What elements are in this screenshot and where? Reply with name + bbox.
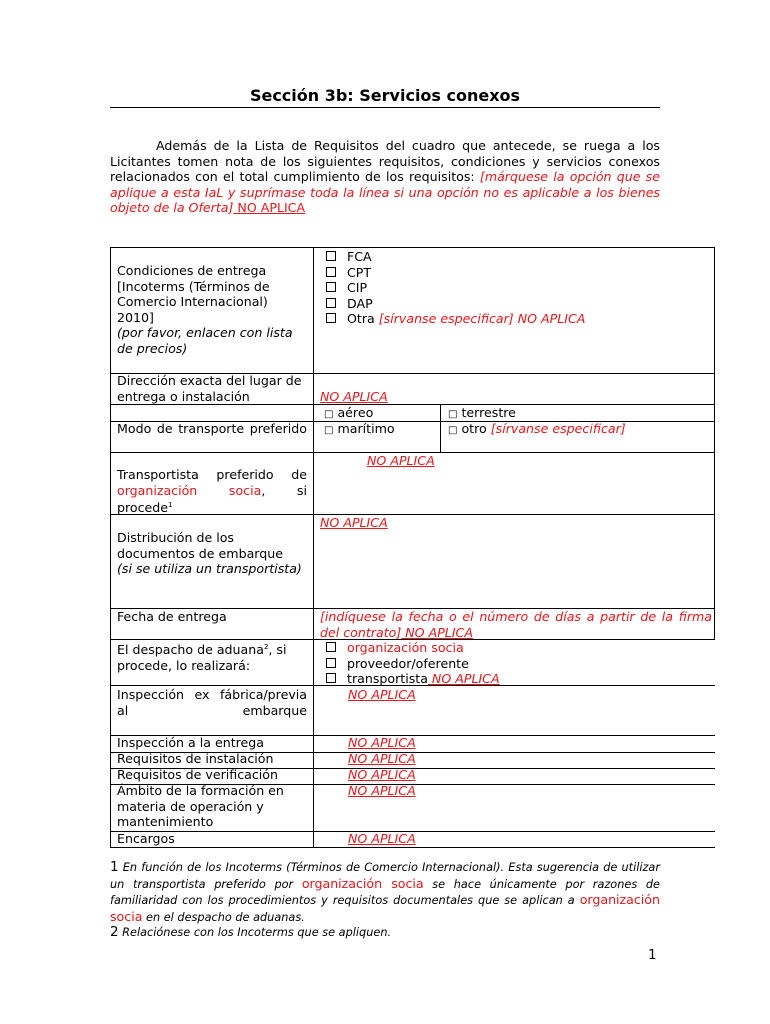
- checkbox-icon[interactable]: [326, 298, 336, 308]
- despacho-opt-proveedor[interactable]: [326, 656, 711, 672]
- footnote-ref-2: 2: [263, 643, 269, 651]
- incoterm-cpt-label: CPT: [347, 264, 372, 280]
- despacho-opt-transportista[interactable]: [326, 671, 711, 687]
- fecha-instruction: [indíquese la fecha o el número de días a partir de la firma del contrato]: [320, 609, 712, 640]
- insp-fabrica-label: Inspección ex fábrica/previa al embarque: [117, 687, 307, 718]
- modo-aereo-label: aéreo: [337, 405, 374, 420]
- distribucion-label: [117, 530, 309, 577]
- fecha-label: Fecha de entrega: [117, 609, 227, 624]
- intro-no-aplica: NO APLICA: [233, 200, 306, 215]
- intro-instruction: [márquese la opción que se aplique a esta IaL y suprímase toda la línea si una opción no es aplicable a los bienes objeto de la Oferta]: [110, 169, 660, 215]
- modo-terrestre[interactable]: [448, 405, 516, 423]
- footnote-1: [110, 860, 660, 925]
- modo-otro-label: otro: [461, 421, 491, 436]
- checkbox-icon[interactable]: [326, 313, 336, 323]
- incoterm-cpt[interactable]: [326, 265, 711, 281]
- footnote-1-red-1: organización socia: [301, 875, 424, 891]
- modo-otro-note: [sírvanse especificar]: [490, 421, 626, 436]
- incoterm-dap-label: DAP: [347, 295, 373, 311]
- transportista-label-b: , si procede: [117, 482, 307, 516]
- modo-aereo[interactable]: [324, 405, 373, 423]
- checkbox-icon[interactable]: [326, 282, 336, 292]
- insp-entrega-label: Inspección a la entrega: [117, 735, 265, 750]
- footnote-1-text-a: En función de los Incoterms (Términos de Comercio Internacional). Esta sugerencia de utilizar un transportista preferido por: [110, 861, 660, 891]
- distribucion-label-text: Distribución de los documentos de embarque: [117, 530, 283, 561]
- box-glyph-icon: □: [448, 425, 458, 436]
- despacho-opt3-value: NO APLICA: [427, 671, 500, 686]
- req-verificacion-value: NO APLICA: [348, 767, 416, 782]
- footnote-1-red-2: organización socia: [110, 892, 660, 924]
- footnote-2-number: 2: [110, 924, 119, 940]
- transportista-value: NO APLICA: [367, 453, 435, 468]
- box-glyph-icon: □: [448, 409, 458, 420]
- condiciones-label-text: Condiciones de entrega [Incoterms (Términos de Comercio Internacional) 2010]: [117, 263, 270, 325]
- encargos-value: NO APLICA: [348, 831, 416, 846]
- incoterm-otra-note: [sírvanse especificar] NO APLICA: [378, 311, 586, 326]
- direccion-label: Dirección exacta del lugar de entrega o instalación: [117, 373, 302, 404]
- despacho-opt2-label: proveedor/oferente: [347, 655, 469, 671]
- transportista-label: [117, 467, 307, 516]
- incoterms-options: [326, 249, 711, 327]
- checkbox-icon[interactable]: [326, 658, 336, 668]
- transportista-label-red: organización socia: [117, 482, 262, 498]
- checkbox-icon[interactable]: [326, 642, 336, 652]
- incoterm-cip[interactable]: [326, 280, 711, 296]
- req-verificacion-label: Requisitos de verificación: [117, 767, 278, 782]
- despacho-opt-organizacion[interactable]: [326, 640, 711, 656]
- insp-entrega-value: NO APLICA: [348, 735, 416, 750]
- condiciones-label: [117, 263, 307, 356]
- box-glyph-icon: □: [324, 409, 334, 420]
- incoterm-cip-label: CIP: [347, 280, 368, 295]
- modo-maritimo[interactable]: [324, 421, 395, 439]
- req-instalacion-label: Requisitos de instalación: [117, 751, 274, 766]
- formacion-value: NO APLICA: [348, 783, 416, 798]
- incoterm-dap[interactable]: [326, 296, 711, 312]
- encargos-label: Encargos: [117, 831, 175, 846]
- checkbox-icon[interactable]: [326, 251, 336, 261]
- insp-fabrica-value: NO APLICA: [348, 687, 416, 702]
- footnotes: [110, 860, 660, 941]
- requirements-table: [110, 247, 715, 847]
- modo-maritimo-label: marítimo: [337, 421, 395, 436]
- fecha-value: [320, 609, 712, 640]
- despacho-opt3-label: transportista: [347, 671, 428, 686]
- section-title: Sección 3b: Servicios conexos: [110, 86, 660, 108]
- page-number: 1: [648, 947, 657, 963]
- despacho-label-b: , si procede, lo realizará:: [117, 642, 287, 673]
- intro-text: Además de la Lista de Requisitos del cuadro que antecede, se ruega a los Licitantes tomen nota de los siguientes requisitos, condiciones y servicios conexos relacionados con el total cumplimiento de los requisitos:: [110, 138, 660, 184]
- intro-paragraph: [110, 138, 660, 216]
- incoterm-otra-label: Otra: [347, 311, 379, 326]
- footnote-ref-1: 1: [168, 501, 173, 509]
- checkbox-icon[interactable]: [326, 673, 336, 683]
- footnote-2: [110, 925, 660, 941]
- footnote-2-text: Relaciónese con los Incoterms que se apliquen.: [118, 926, 392, 939]
- modo-label: Modo de transporte preferido: [117, 421, 307, 436]
- incoterm-fca[interactable]: [326, 249, 711, 265]
- incoterm-fca-label: FCA: [347, 249, 372, 264]
- incoterm-otra[interactable]: [326, 311, 711, 327]
- distribucion-note: (si se utiliza un transportista): [117, 561, 302, 576]
- despacho-label: [117, 640, 309, 673]
- req-instalacion-value: NO APLICA: [348, 751, 416, 766]
- despacho-opt1-label: organización socia: [347, 640, 464, 655]
- despacho-label-a: El despacho de aduana: [117, 642, 264, 658]
- fecha-no-aplica: NO APLICA: [401, 624, 473, 640]
- checkbox-icon[interactable]: [326, 267, 336, 277]
- formacion-label: Ámbito de la formación en materia de operación y mantenimiento: [117, 783, 284, 829]
- distribucion-value: NO APLICA: [320, 515, 388, 530]
- footnote-1-text-c: en el despacho de aduanas.: [142, 910, 305, 924]
- footnote-1-number: 1: [110, 859, 119, 875]
- condiciones-note: (por favor, enlacen con lista de precios): [117, 325, 293, 356]
- modo-terrestre-label: terrestre: [461, 405, 516, 420]
- modo-otro[interactable]: [448, 421, 626, 439]
- footnote-1-text-b: se hace únicamente por razones de familiaridad con los procedimientos y requisitos documentales que se aplican a: [110, 877, 660, 907]
- despacho-options: [326, 640, 711, 687]
- box-glyph-icon: □: [324, 425, 334, 436]
- transportista-label-a: Transportista preferido de: [117, 467, 307, 482]
- direccion-value: NO APLICA: [320, 389, 388, 404]
